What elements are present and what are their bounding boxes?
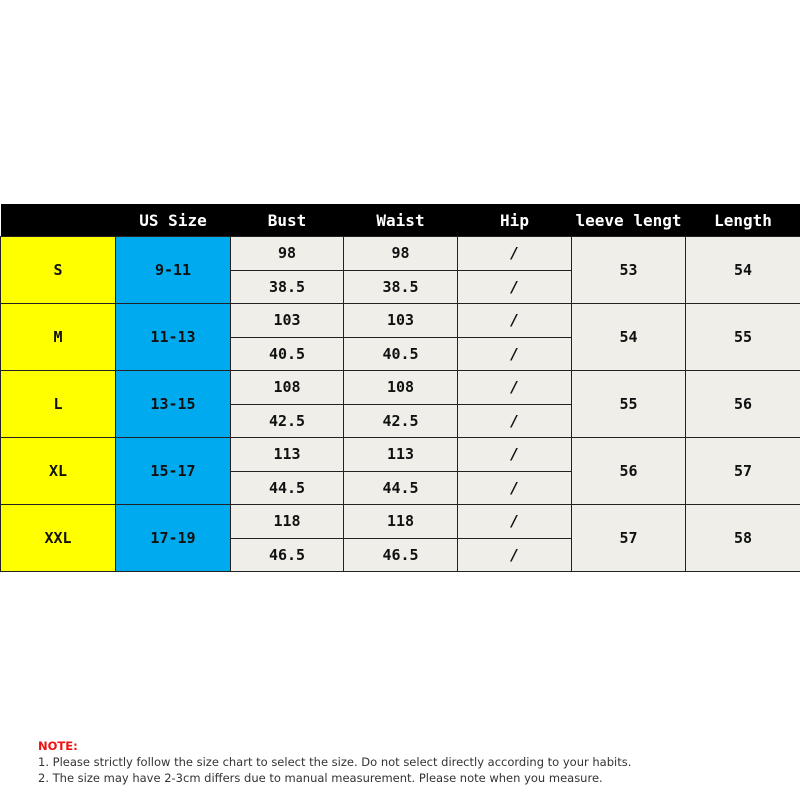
sleeve-length-value: 54 bbox=[572, 304, 686, 371]
hip-inch: / bbox=[458, 404, 572, 438]
note-line: 2. The size may have 2-3cm differs due to manual measurement. Please note when you measure. bbox=[38, 771, 603, 785]
size-chart-table bbox=[0, 204, 800, 572]
header-us-size: US Size bbox=[116, 204, 231, 237]
header-waist: Waist bbox=[344, 204, 458, 237]
note-line: 1. Please strictly follow the size chart to select the size. Do not select directly according to your habits. bbox=[38, 755, 632, 769]
hip-inch: / bbox=[458, 337, 572, 371]
header-hip: Hip bbox=[458, 204, 572, 237]
us-size-value: 15-17 bbox=[116, 438, 231, 505]
bust-inch: 44.5 bbox=[231, 471, 344, 505]
size-label: L bbox=[1, 371, 116, 438]
waist-cm: 113 bbox=[344, 438, 458, 472]
header-bust: Bust bbox=[231, 204, 344, 237]
bust-cm: 98 bbox=[231, 237, 344, 271]
us-size-value: 13-15 bbox=[116, 371, 231, 438]
size-label: M bbox=[1, 304, 116, 371]
header-size bbox=[1, 204, 116, 237]
sleeve-length-value: 53 bbox=[572, 237, 686, 304]
us-size-value: 9-11 bbox=[116, 237, 231, 304]
table-row bbox=[1, 371, 800, 405]
hip-inch: / bbox=[458, 471, 572, 505]
waist-cm: 108 bbox=[344, 371, 458, 405]
sleeve-length-value: 56 bbox=[572, 438, 686, 505]
waist-inch: 38.5 bbox=[344, 270, 458, 304]
waist-cm: 118 bbox=[344, 505, 458, 539]
length-value: 57 bbox=[686, 438, 800, 505]
waist-inch: 46.5 bbox=[344, 538, 458, 572]
length-value: 55 bbox=[686, 304, 800, 371]
size-label: XL bbox=[1, 438, 116, 505]
hip-cm: / bbox=[458, 237, 572, 271]
bust-inch: 38.5 bbox=[231, 270, 344, 304]
size-label: S bbox=[1, 237, 116, 304]
waist-inch: 44.5 bbox=[344, 471, 458, 505]
length-value: 58 bbox=[686, 505, 800, 572]
table-row bbox=[1, 505, 800, 539]
us-size-value: 17-19 bbox=[116, 505, 231, 572]
header-length: Length bbox=[686, 204, 800, 237]
hip-cm: / bbox=[458, 371, 572, 405]
bust-inch: 42.5 bbox=[231, 404, 344, 438]
bust-cm: 103 bbox=[231, 304, 344, 338]
header-sleeve-length: leeve lengt bbox=[572, 204, 686, 237]
bust-inch: 46.5 bbox=[231, 538, 344, 572]
table-row bbox=[1, 438, 800, 472]
length-value: 54 bbox=[686, 237, 800, 304]
bust-cm: 108 bbox=[231, 371, 344, 405]
note-title: NOTE: bbox=[38, 739, 78, 753]
waist-inch: 42.5 bbox=[344, 404, 458, 438]
waist-cm: 103 bbox=[344, 304, 458, 338]
size-label: XXL bbox=[1, 505, 116, 572]
sleeve-length-value: 55 bbox=[572, 371, 686, 438]
table-row bbox=[1, 237, 800, 271]
hip-inch: / bbox=[458, 538, 572, 572]
hip-cm: / bbox=[458, 438, 572, 472]
length-value: 56 bbox=[686, 371, 800, 438]
sleeve-length-value: 57 bbox=[572, 505, 686, 572]
note-section bbox=[38, 738, 778, 786]
header-row bbox=[1, 204, 800, 237]
us-size-value: 11-13 bbox=[116, 304, 231, 371]
hip-cm: / bbox=[458, 505, 572, 539]
waist-inch: 40.5 bbox=[344, 337, 458, 371]
waist-cm: 98 bbox=[344, 237, 458, 271]
hip-inch: / bbox=[458, 270, 572, 304]
hip-cm: / bbox=[458, 304, 572, 338]
bust-cm: 113 bbox=[231, 438, 344, 472]
bust-cm: 118 bbox=[231, 505, 344, 539]
table-row bbox=[1, 304, 800, 338]
bust-inch: 40.5 bbox=[231, 337, 344, 371]
